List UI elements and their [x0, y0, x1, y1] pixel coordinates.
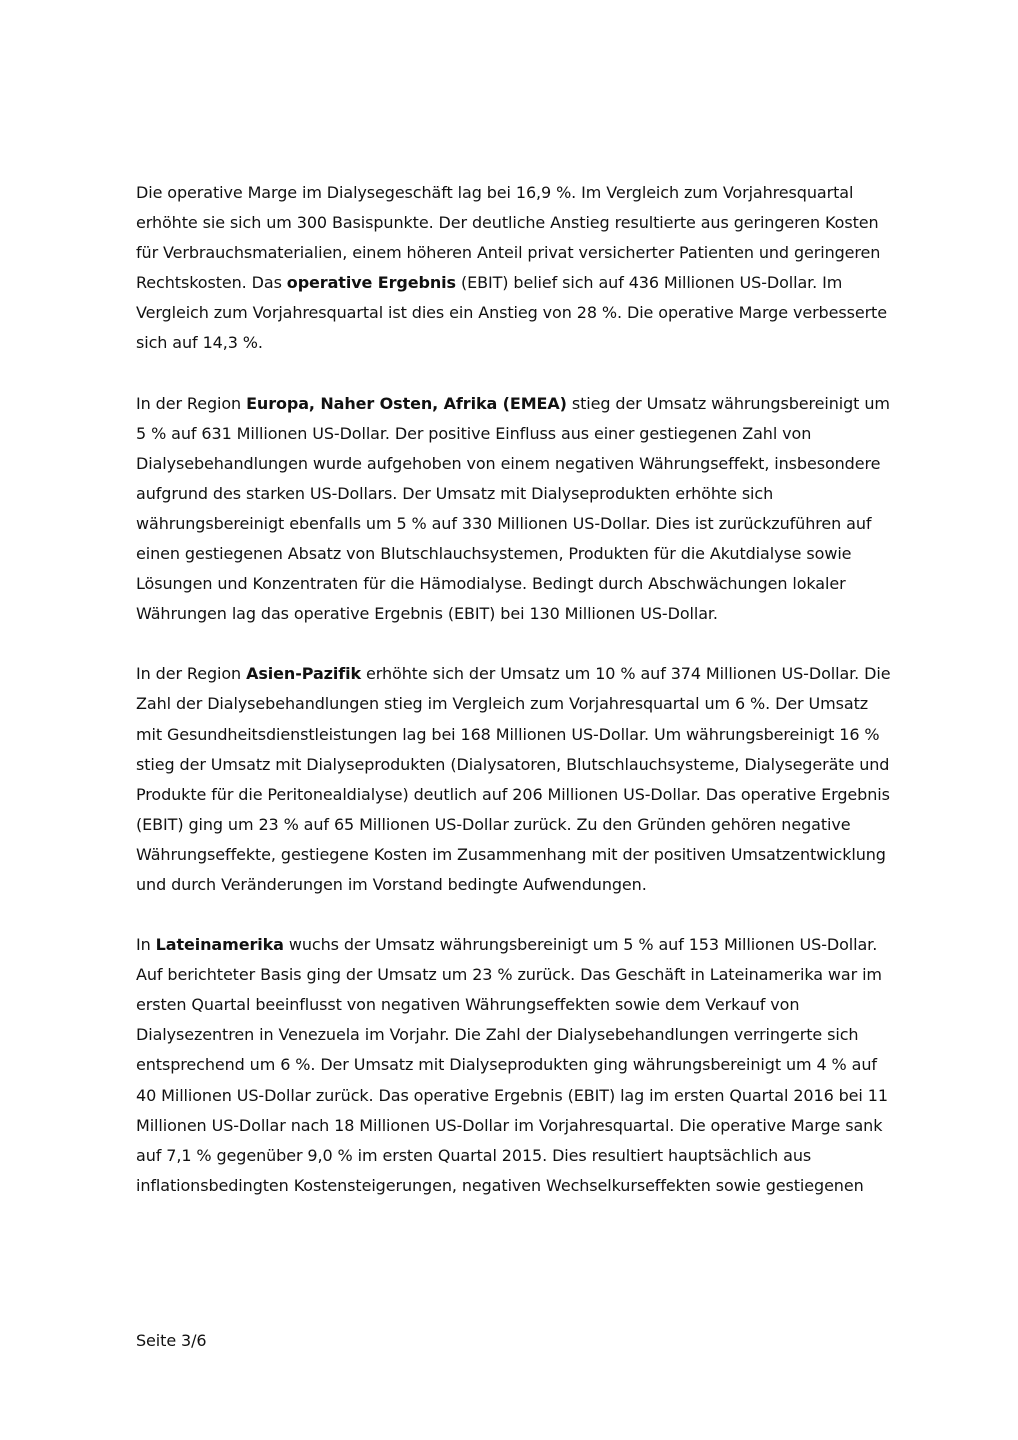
page-number: Seite 3/6	[136, 1331, 207, 1350]
text-run: wuchs der Umsatz währungsbereinigt um 5 % auf 153 Millionen US-Dollar. Auf berichteter Basis ging der Umsatz um 23 % zurück. Das Geschäft in Lateinamerika war im ersten Quartal beeinflusst von negativen Währungseffekten sowie dem Verkauf von Dialysezentren in Venezuela im Vorjahr. Die Zahl der Dialysebehandlungen verringerte sich entsprechend um 6 %. Der Umsatz mit Dialyseprodukten ging währungsbereinigt um 4 % auf 40 Millionen US-Dollar zurück. Das operative Ergebnis (EBIT) lag im ersten Quartal 2016 bei 11 Millionen US-Dollar nach 18 Millionen US-Dollar im Vorjahresquartal. Die operative Marge sank auf 7,1 % gegenüber 9,0 % im ersten Quartal 2015. Dies resultiert hauptsächlich aus inflationsbedingten Kostensteigerungen, negativen Wechselkurseffekten sowie gestiegenen	[136, 935, 888, 1195]
text-run: In der Region	[136, 393, 247, 413]
bold-term: Europa, Naher Osten, Afrika (EMEA)	[246, 393, 567, 413]
text-run: erhöhte sich der Umsatz um 10 % auf 374 Millionen US-Dollar. Die Zahl der Dialysebehandlungen stieg im Vergleich zum Vorjahresquartal um 6 %. Der Umsatz mit Gesundheitsdienstleistungen lag bei 168 Millionen US-Dollar. Um währungsbereinigt 16 % stieg der Umsatz mit Dialyseprodukten (Dialysatoren, Blutschlauchsysteme, Dialysegeräte und Produkte für die Peritonealdialyse) deutlich auf 206 Millionen US-Dollar. Das operative Ergebnis (EBIT) ging um 23 % auf 65 Millionen US-Dollar zurück. Zu den Gründen gehören negative Währungseffekte, gestiegene Kosten im Zusammenhang mit der positiven Umsatzentwicklung und durch Veränderungen im Vorstand bedingte Aufwendungen.	[136, 664, 891, 894]
text-run: stieg der Umsatz währungsbereinigt um 5 % auf 631 Millionen US-Dollar. Der positive Einfluss aus einer gestiegenen Zahl von Dialysebehandlungen wurde aufgehoben von einem negativen Währungseffekt, insbesondere aufgrund des starken US-Dollars. Der Umsatz mit Dialyseprodukten erhöhte sich währungsbereinigt ebenfalls um 5 % auf 330 Millionen US-Dollar. Dies ist zurückzuführen auf einen gestiegenen Absatz von Blutschlauchsystemen, Produkten für die Akutdialyse sowie Lösungen und Konzentraten für die Hämodialyse. Bedingt durch Abschwächungen lokaler Währungen lag das operative Ergebnis (EBIT) bei 130 Millionen US-Dollar.	[136, 393, 890, 624]
bold-term: Asien-Pazifik	[246, 664, 362, 684]
bold-term: Lateinamerika	[155, 935, 284, 955]
text-run: In der Region	[136, 664, 247, 684]
paragraph-emea	[136, 389, 896, 630]
paragraph-asia-pacific	[136, 659, 896, 900]
text-run: Die operative Marge im Dialysegeschäft lag bei 16,9 %. Im Vergleich zum Vorjahresquartal erhöhte sie sich um 300 Basispunkte. Der deutliche Anstieg resultierte aus geringeren Kosten für Verbrauchsmaterialien, einem höheren Anteil privat versicherter Patienten und geringeren Rechtskosten. Das	[136, 183, 881, 293]
paragraph-dialysis-margin	[136, 178, 896, 359]
paragraph-latin-america	[136, 930, 896, 1201]
document-body	[136, 178, 896, 1231]
text-run: In	[136, 935, 156, 955]
text-run: (EBIT) belief sich auf 436 Millionen US-Dollar. Im Vergleich zum Vorjahresquartal ist dies ein Anstieg von 28 %. Die operative Marge verbesserte sich auf 14,3 %.	[136, 273, 887, 353]
bold-term: operative Ergebnis	[286, 273, 456, 293]
